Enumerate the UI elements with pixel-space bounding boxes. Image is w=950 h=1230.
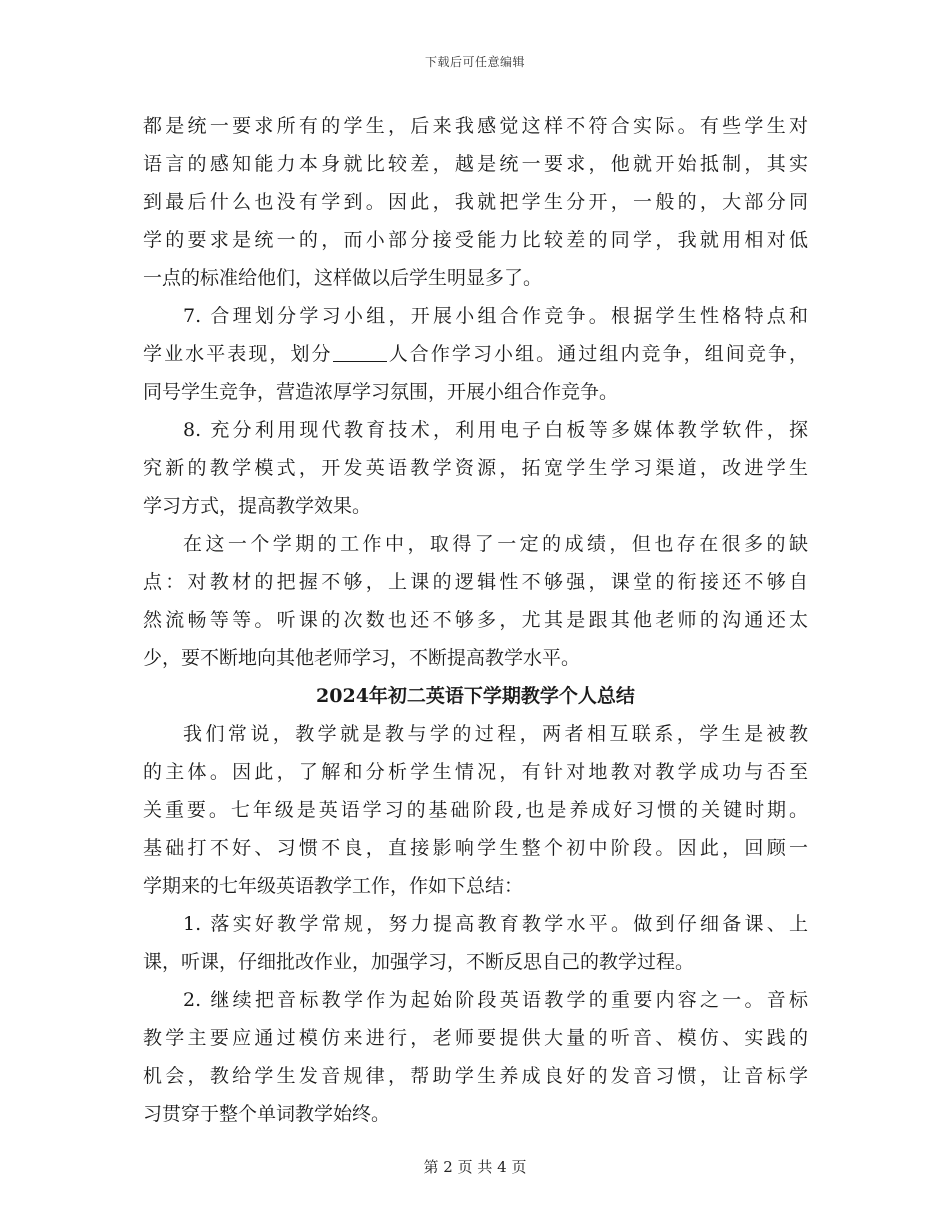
text-line: 7. 合理划分学习小组，开展小组合作竞争。根据学生性格特点和: [183, 305, 808, 327]
text-line: 机会，教给学生发音规律，帮助学生养成良好的发音习惯，让音标学: [143, 1065, 808, 1087]
document-body: [143, 107, 808, 1133]
text-line: 一点的标准给他们，这样做以后学生明显多了。: [143, 267, 543, 289]
text-line: 学期来的七年级英语教学工作，作如下总结：: [143, 875, 524, 897]
text-line: 习贯穿于整个单词教学始终。: [143, 1103, 391, 1125]
text-line: 8. 充分利用现代教育技术，利用电子白板等多媒体教学软件，探: [183, 419, 808, 441]
text-line: 教学主要应通过模仿来进行，老师要提供大量的听音、模仿、实践的: [143, 1027, 808, 1049]
page-number: 第 2 页 共 4 页: [423, 1158, 527, 1176]
text-line: 然流畅等等。听课的次数也还不够多，尤其是跟其他老师的沟通还太: [143, 609, 808, 631]
text-line: 课，听课，仔细批改作业，加强学习，不断反思自己的教学过程。: [143, 951, 695, 973]
text-line: 点：对教材的把握不够，上课的逻辑性不够强，课堂的衔接还不够自: [143, 571, 808, 593]
text-line: 学习方式，提高教学效果。: [143, 495, 372, 517]
text-line: 1. 落实好教学常规，努力提高教育教学水平。做到仔细备课、上: [183, 913, 808, 935]
text-line: 同号学生竞争，营造浓厚学习氛围，开展小组合作竞争。: [143, 381, 619, 403]
text-line: 到最后什么也没有学到。因此，我就把学生分开，一般的，大部分同: [143, 191, 808, 213]
text-line: 基础打不好、习惯不良，直接影响学生整个初中阶段。因此，回顾一: [143, 837, 808, 859]
text-line: 2. 继续把音标教学作为起始阶段英语教学的重要内容之一。音标: [183, 989, 808, 1011]
text-fragment: 学业水平表现，划分: [143, 343, 333, 365]
text-line: 少，要不断地向其他老师学习，不断提高教学水平。: [143, 647, 581, 669]
text-line-with-blank: [143, 335, 808, 373]
text-fragment: 人合作学习小组。通过组内竞争，组间竞争，: [386, 343, 808, 365]
text-line: 都是统一要求所有的学生，后来我感觉这样不符合实际。有些学生对: [143, 115, 808, 137]
text-line: 学的要求是统一的，而小部分接受能力比较差的同学，我就用相对低: [143, 229, 808, 251]
text-line: 关重要。七年级是英语学习的基础阶段,也是养成好习惯的关键时期。: [143, 799, 808, 821]
fill-in-blank: [333, 339, 387, 362]
text-line: 究新的教学模式，开发英语教学资源，拓宽学生学习渠道，改进学生: [143, 457, 808, 479]
text-line: 的主体。因此，了解和分析学生情况，有针对地教对教学成功与否至: [143, 761, 808, 783]
section-title: 2024年初二英语下学期教学个人总结: [316, 685, 635, 707]
text-line: 在这一个学期的工作中，取得了一定的成绩，但也存在很多的缺: [183, 533, 808, 555]
page-header: 下载后可任意编辑: [424, 55, 525, 69]
text-line: 我们常说，教学就是教与学的过程，两者相互联系，学生是被教: [183, 723, 808, 745]
text-line: 语言的感知能力本身就比较差，越是统一要求，他就开始抵制，其实: [143, 153, 808, 175]
